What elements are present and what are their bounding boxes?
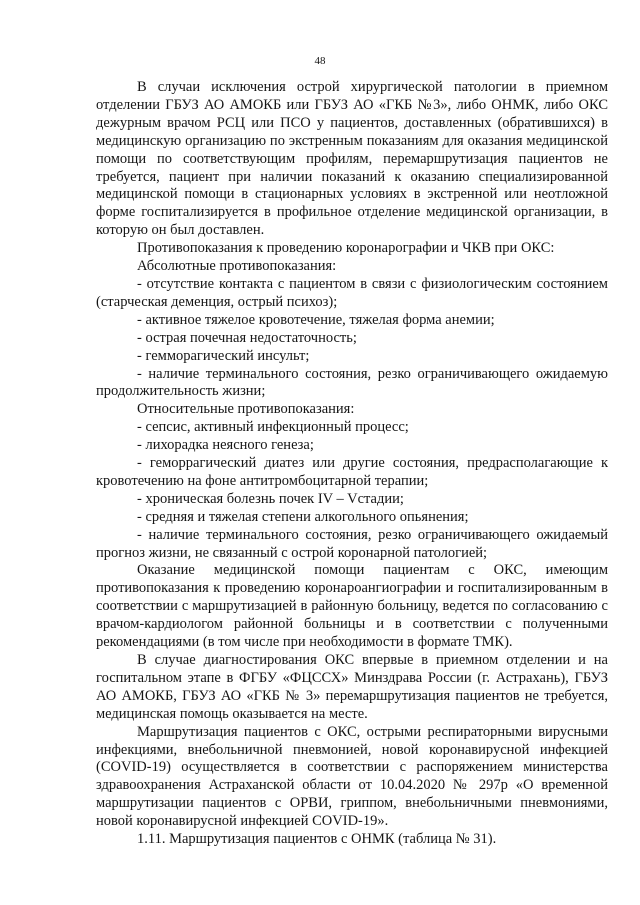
paragraph: В случаи исключения острой хирургической патологии в приемном отделении ГБУЗ АО АМОКБ или ГБУЗ АО «ГКБ №3», либо ОНМК, либо ОКС дежурным врачом РСЦ или ПСО у пациентов, доставленных (обратившихся) в медицинскую организацию по экстренным показаниям для оказания медицинской помощи по соответствующим профилям, перемаршрутизация пациентов не требуется, пациент при наличии показаний к оказанию специализированной медицинской помощи в стационарных условиях в экстренной или неотложной форме госпитализируется в профильное отделение медицинской организации, в которую он был доставлен. (96, 79, 608, 239)
paragraph: Противопоказания к проведению коронарографии и ЧКВ при ОКС: (137, 240, 555, 257)
list-item: - гемморагический инсульт; (137, 347, 310, 364)
document-body (96, 79, 608, 849)
list-item: - наличие терминального состояния, резко ограничивающего ожидаемую продолжительность жизни; (96, 365, 608, 400)
list-item: - сепсис, активный инфекционный процесс; (137, 419, 409, 436)
list-item: - отсутствие контакта с пациентом в связи с физиологическим состоянием (старческая деменция, острый психоз); (96, 275, 608, 310)
paragraph: В случае диагностирования ОКС впервые в приемном отделении и на госпитальном этапе в ФГБУ «ФЦССХ» Минздрава России (г. Астрахань), ГБУЗ АО АМОКБ, ГБУЗ АО «ГКБ № 3» перемаршрутизация пациентов не требуется, медицинская помощь оказывается на месте. (96, 652, 608, 722)
list-item: - лихорадка неясного генеза; (137, 437, 314, 454)
paragraph: Маршрутизация пациентов с ОКС, острыми респираторными вирусными инфекциями, внебольничной пневмонией, новой коронавирусной инфекцией (COVID-19) осуществляется в соответствии с распоряжением министерства здравоохранения Астраханской области от 10.04.2020 № 297р «О временной маршрутизации пациентов с ОРВИ, гриппом, внебольничными пневмониями, новой коронавирусной инфекцией COVID-19». (96, 723, 608, 830)
list-item: - острая почечная недостаточность; (137, 329, 357, 346)
list-item: - активное тяжелое кровотечение, тяжелая форма анемии; (137, 311, 495, 328)
paragraph: Абсолютные противопоказания: (137, 258, 337, 275)
list-item: - хроническая болезнь почек IV – Vстадии; (137, 490, 404, 507)
paragraph: Оказание медицинской помощи пациентам с ОКС, имеющим противопоказания к проведению коронароангиографии и госпитализированным в соответствии с маршрутизацией в районную больницу, ведется по согласованию с врачом-кардиологом районной больницы и в соответствии с полученными рекомендациями (в том числе при необходимости в формате ТМК). (96, 562, 608, 651)
list-item: - средняя и тяжелая степени алкогольного опьянения; (137, 508, 469, 525)
list-item: - геморрагический диатез или другие состояния, предрасполагающие к кровотечению на фоне антитромбоцитарной терапии; (96, 455, 608, 489)
page-number: 48 (314, 55, 326, 67)
paragraph: 1.11. Маршрутизация пациентов с ОНМК (таблица № 31). (137, 831, 497, 848)
paragraph: Относительные противопоказания: (137, 401, 355, 418)
list-item: - наличие терминального состояния, резко ограничивающего ожидаемый прогноз жизни, не связанный с острой коронарной патологией; (96, 526, 608, 561)
